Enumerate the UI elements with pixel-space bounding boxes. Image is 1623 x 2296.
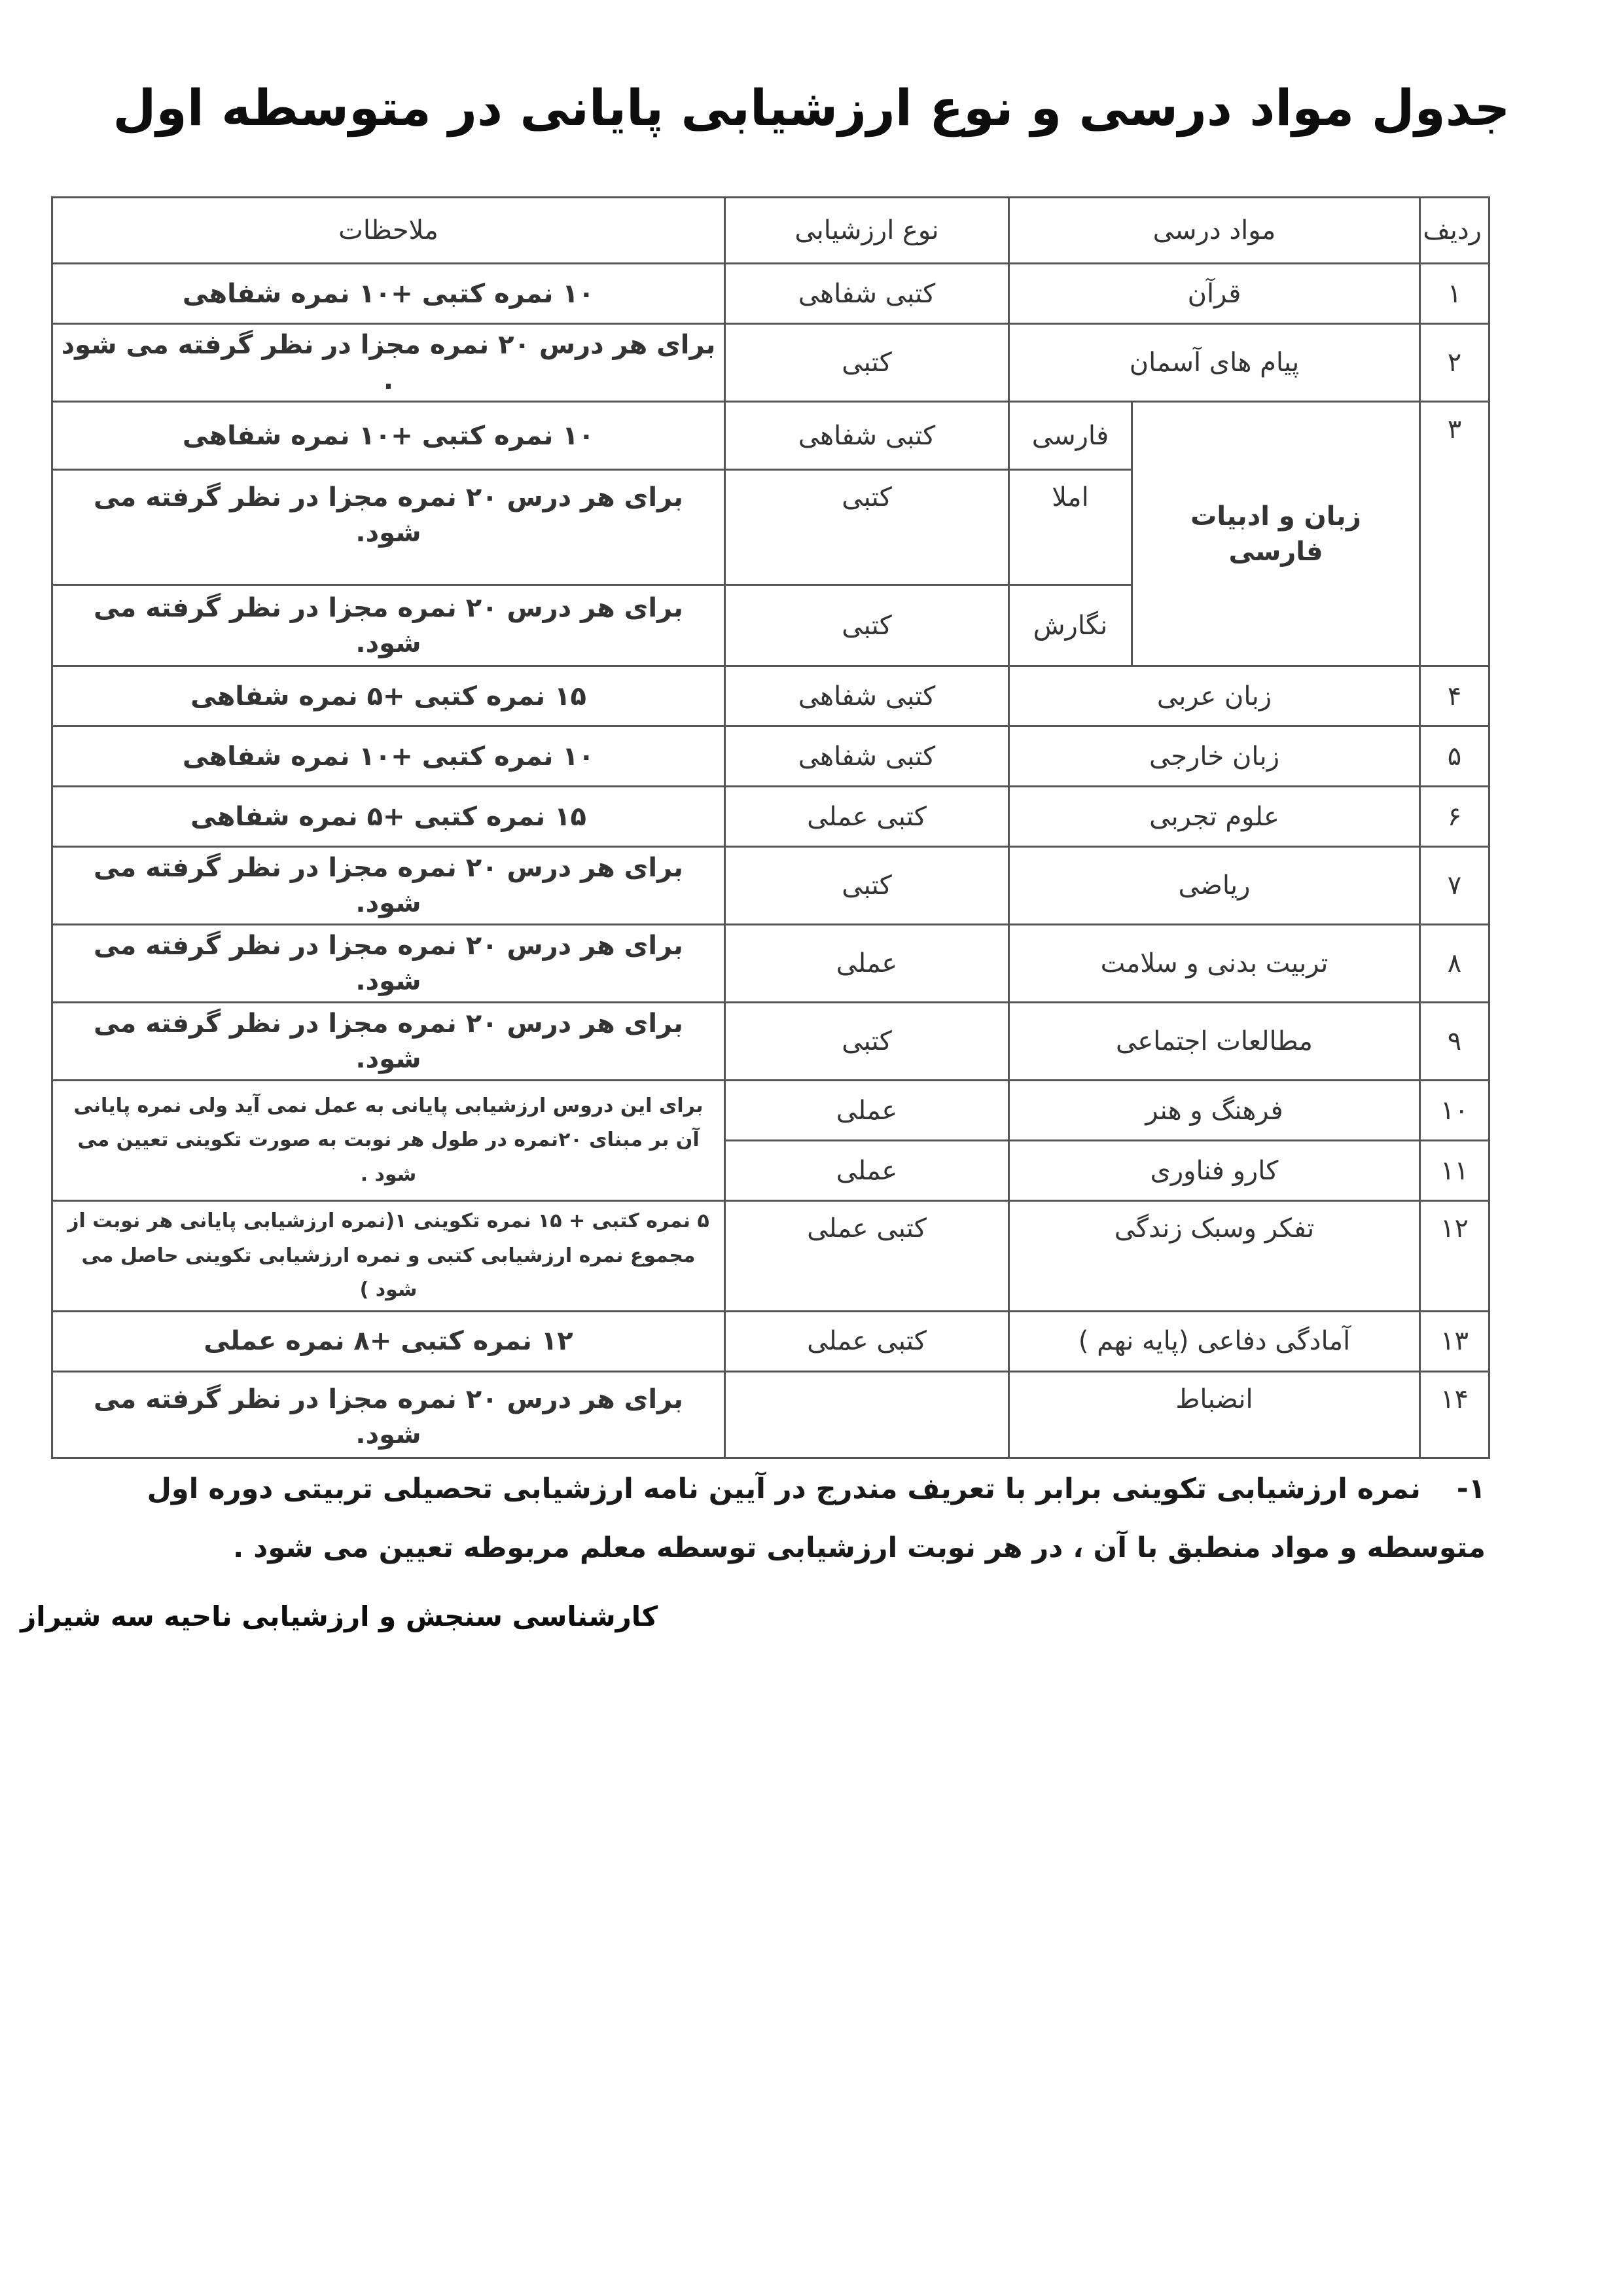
row-number: ۱۴ (1420, 1371, 1489, 1458)
sub-subject-cell: فارسی (1009, 402, 1132, 470)
eval-cell: کتبی (725, 1003, 1009, 1081)
row-number: ۱۰ (1420, 1081, 1489, 1141)
subject-cell: فرهنگ و هنر (1009, 1081, 1420, 1141)
subject-cell: تفکر وسبک زندگی (1009, 1201, 1420, 1312)
row-number: ۴ (1420, 666, 1489, 726)
table-row (52, 1003, 1489, 1081)
subject-cell: زبان خارجی (1009, 726, 1420, 787)
note-cell: ۱۲ نمره کتبی +۸ نمره عملی (52, 1311, 725, 1371)
row-number: ۸ (1420, 925, 1489, 1003)
eval-cell: عملی (725, 1081, 1009, 1141)
note-cell: برای هر درس ۲۰ نمره مجزا در نظر گرفته می شود. (52, 925, 725, 1003)
row-number: ۶ (1420, 787, 1489, 847)
table-row (52, 324, 1489, 402)
eval-cell: کتبی (725, 470, 1009, 585)
table-row (52, 264, 1489, 324)
table-row (52, 925, 1489, 1003)
note-cell: برای هر درس ۲۰ نمره مجزا در نظر گرفته می شود. (52, 470, 725, 585)
note-cell: ۱۰ نمره کتبی +۱۰ نمره شفاهی (52, 402, 725, 470)
eval-cell: کتبی عملی (725, 1311, 1009, 1371)
eval-cell: عملی (725, 925, 1009, 1003)
subject-cell: کارو فناوری (1009, 1141, 1420, 1201)
table-row (52, 787, 1489, 847)
subjects-table (51, 196, 1490, 1459)
note-cell: ۵ نمره کتبی + ۱۵ نمره تکوینی ۱(نمره ارزشیابی پایانی هر نوبت از مجموع نمره ارزشیابی کتبی و نمره ارزشیابی تکوینی حاصل می شود ) (52, 1201, 725, 1312)
subject-cell: انضباط (1009, 1371, 1420, 1458)
table-row (52, 1371, 1489, 1458)
row-number: ۳ (1420, 402, 1489, 666)
table-row (52, 666, 1489, 726)
eval-cell: کتبی (725, 847, 1009, 925)
subject-cell: ریاضی (1009, 847, 1420, 925)
eval-cell: کتبی (725, 585, 1009, 666)
note-cell: ۱۰ نمره کتبی +۱۰ نمره شفاهی (52, 264, 725, 324)
note-cell: ۱۵ نمره کتبی +۵ نمره شفاهی (52, 787, 725, 847)
table-row (52, 847, 1489, 925)
header-subject: مواد درسی (1009, 198, 1420, 264)
eval-cell (725, 1371, 1009, 1458)
sub-subject-cell: نگارش (1009, 585, 1132, 666)
row-number: ۲ (1420, 324, 1489, 402)
row-number: ۵ (1420, 726, 1489, 787)
note-cell: ۱۰ نمره کتبی +۱۰ نمره شفاهی (52, 726, 725, 787)
subject-cell: تربیت بدنی و سلامت (1009, 925, 1420, 1003)
note-cell: برای هر درس ۲۰ نمره مجزا در نظر گرفته می شود . (52, 324, 725, 402)
footnote-number: ۱- (1456, 1473, 1486, 1505)
row-number: ۷ (1420, 847, 1489, 925)
eval-cell: کتبی عملی (725, 1201, 1009, 1312)
eval-cell: عملی (725, 1141, 1009, 1201)
subject-cell: زبان عربی (1009, 666, 1420, 726)
eval-cell: کتبی (725, 324, 1009, 402)
table-row (52, 726, 1489, 787)
eval-cell: کتبی شفاهی (725, 726, 1009, 787)
footnote-text: نمره ارزشیابی تکوینی برابر با تعریف مندرج در آیین نامه ارزشیابی تحصیلی تربیتی دوره اول متوسطه و مواد منطبق با آن ، در هر نوبت ارزشیابی توسطه معلم مربوطه تعیین می شود . (147, 1473, 1486, 1565)
eval-cell: کتبی شفاهی (725, 264, 1009, 324)
eval-cell: کتبی شفاهی (725, 402, 1009, 470)
header-row-number: ردیف (1420, 198, 1489, 264)
note-cell: برای هر درس ۲۰ نمره مجزا در نظر گرفته می شود. (52, 585, 725, 666)
row-number: ۱۳ (1420, 1311, 1489, 1371)
table-header-row (52, 198, 1489, 264)
footnote (111, 1460, 1486, 1578)
row-number: ۱۲ (1420, 1201, 1489, 1312)
header-eval-type: نوع ارزشیابی (725, 198, 1009, 264)
subject-cell: زبان و ادبیات فارسی (1132, 402, 1420, 666)
subject-cell: پیام های آسمان (1009, 324, 1420, 402)
page-title: جدول مواد درسی و نوع ارزشیابی پایانی در متوسطه اول (113, 79, 1510, 137)
row-number: ۱۱ (1420, 1141, 1489, 1201)
sub-subject-cell: املا (1009, 470, 1132, 585)
note-cell: برای هر درس ۲۰ نمره مجزا در نظر گرفته می شود. (52, 1371, 725, 1458)
row-number: ۹ (1420, 1003, 1489, 1081)
table-row (52, 1201, 1489, 1312)
signature: کارشناسی سنجش و ارزشیابی ناحیه سه شیراز (20, 1600, 658, 1632)
table-row (52, 1311, 1489, 1371)
subject-cell: علوم تجربی (1009, 787, 1420, 847)
table-row (52, 402, 1489, 470)
subject-cell: قرآن (1009, 264, 1420, 324)
eval-cell: کتبی عملی (725, 787, 1009, 847)
table-row (52, 1081, 1489, 1141)
subject-cell: مطالعات اجتماعی (1009, 1003, 1420, 1081)
note-cell: برای هر درس ۲۰ نمره مجزا در نظر گرفته می شود. (52, 847, 725, 925)
eval-cell: کتبی شفاهی (725, 666, 1009, 726)
subject-cell: آمادگی دفاعی (پایه نهم ) (1009, 1311, 1420, 1371)
header-notes: ملاحظات (52, 198, 725, 264)
note-cell: برای هر درس ۲۰ نمره مجزا در نظر گرفته می شود. (52, 1003, 725, 1081)
row-number: ۱ (1420, 264, 1489, 324)
note-cell: ۱۵ نمره کتبی +۵ نمره شفاهی (52, 666, 725, 726)
note-cell: برای این دروس ارزشیابی پایانی به عمل نمی آید ولی نمره پایانی آن بر مبنای ۲۰نمره در طول هر نوبت به صورت تکوینی تعیین می شود . (52, 1081, 725, 1201)
